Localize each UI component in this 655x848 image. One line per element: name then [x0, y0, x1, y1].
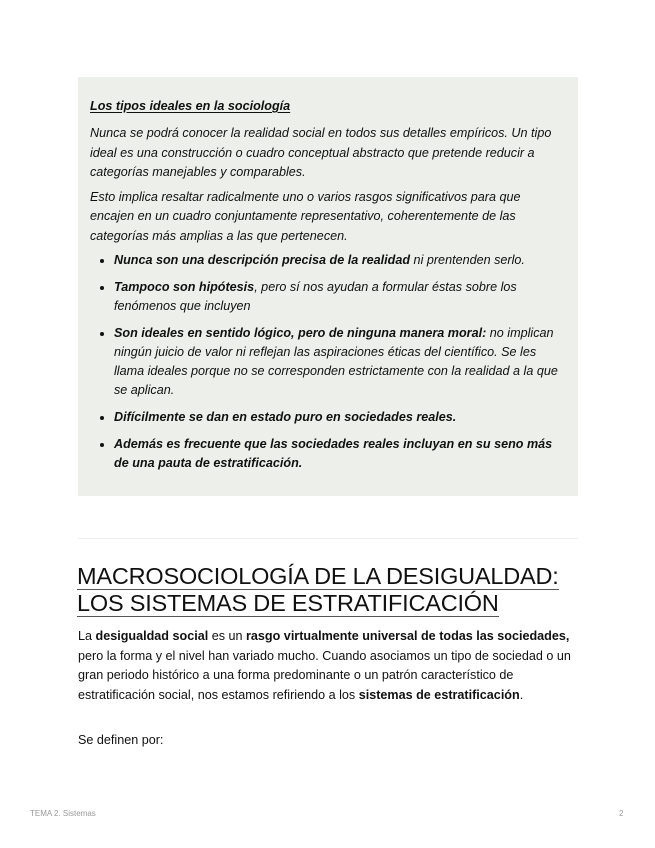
callout-title: Los tipos ideales en la sociología — [90, 99, 291, 113]
page-number: 2 — [619, 809, 624, 818]
heading-line-2: LOS SISTEMAS DE ESTRATIFICACIÓN — [77, 590, 499, 616]
callout-paragraph: Nunca se podrá conocer la realidad social en todos sus detalles empíricos. Un tipo ideal es una construcción o cuadro conceptual abstracto que pretende reducir a categorías manejables y comparables. — [90, 126, 552, 179]
callout-paragraph: Esto implica resaltar radicalmente uno o varios rasgos significativos para que encajen en un cuadro conjuntamente representativo, coherentemente de las categorías más amplias a las que pertenecen. — [90, 189, 521, 243]
bullet-item: • Nunca son una descripción precisa de la realidad ni prentenden serlo. — [114, 251, 565, 270]
definition-lead: Se definen por: — [78, 733, 164, 747]
bullet-item: • Difícilmente se dan en estado puro en sociedades reales. — [114, 408, 565, 427]
intro-paragraph: La desigualdad social es un rasgo virtualmente universal de todas las sociedades, pero la forma y el nivel han variado mucho. Cuando asociamos un tipo de sociedad o un gran periodo histórico a una forma predominante o un patrón característico de estratificación social, nos estamos refiriendo a los sistemas de estratificación. — [78, 629, 571, 702]
bullet-item: • Tampoco son hipótesis, pero sí nos ayudan a formular éstas sobre los fenómenos que incluyen — [114, 278, 565, 316]
section-divider — [78, 538, 578, 539]
bullet-item: • Además es frecuente que las sociedades reales incluyan en su seno más de una pauta de estratificación. — [114, 435, 565, 473]
section-heading — [77, 563, 582, 617]
heading-line-1: MACROSOCIOLOGÍA DE LA DESIGUALDAD: — [77, 563, 559, 589]
ideal-types-callout — [78, 77, 578, 496]
callout-bullet-list — [90, 251, 565, 473]
bullet-item: • Son ideales en sentido lógico, pero de ninguna manera moral: no implican ningún juicio de valor ni reflejan las aspiraciones éticas del científico. Se les llama ideales porque no se corresponden estrictamente con la realidad a la que se aplican. — [114, 324, 565, 401]
footer-title: TEMA 2. Sistemas — [30, 809, 96, 818]
